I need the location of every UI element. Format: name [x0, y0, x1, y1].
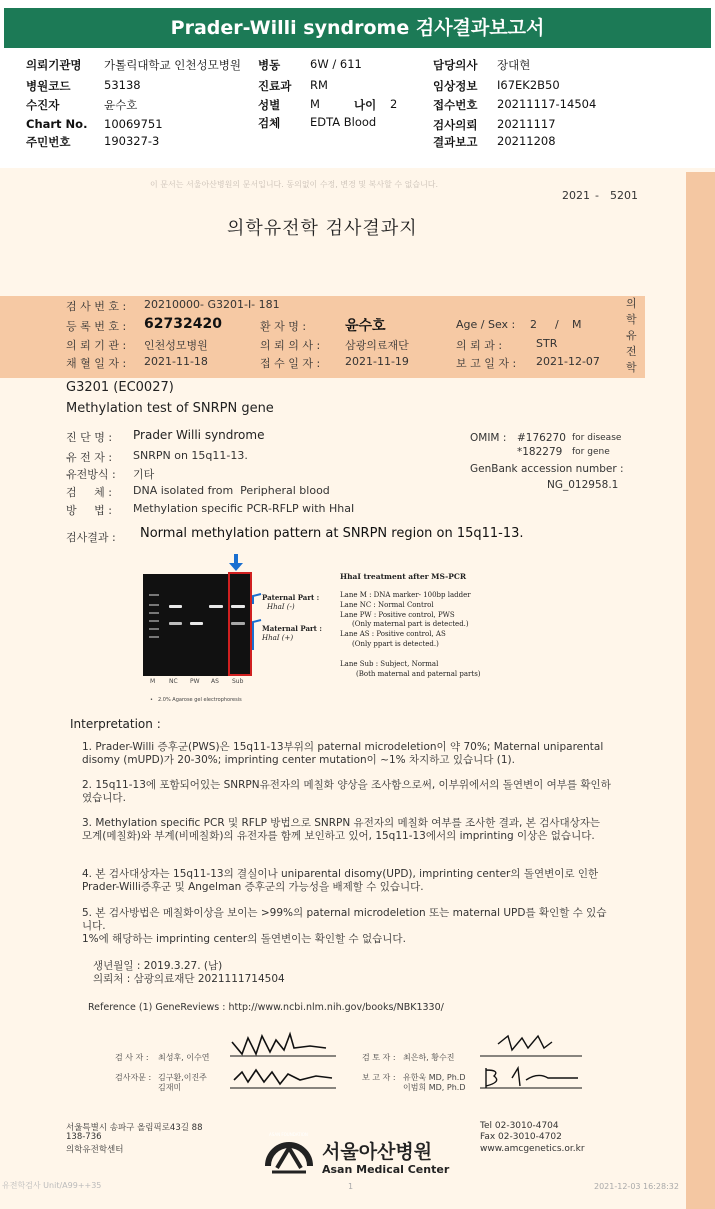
receive-label: 접 수 일 자 : [260, 357, 321, 370]
test-no-label: 검 사 번 호 : [66, 300, 127, 313]
label-hospital-code: 병원코드 [26, 79, 71, 93]
report-label: 보 고 일 자 : [456, 357, 517, 370]
label-doctor: 담당의사 [433, 58, 478, 72]
interp-item-3: 3. Methylation specific PCR 및 RFLP 방법으로 SNRPN 유전자의 메칠화 여부를 조사한 결과, 본 검사대상자는 모계(메칠화)와 부계(비메칠화)의 유전자를 함께 보인하고 있어, 15q11-13에서의 imprinting 이상은 없습니다. [82, 817, 601, 842]
paternal-label: Paternal Part : [262, 593, 320, 602]
supervisor-signature [478, 1028, 586, 1060]
side-label: 의학유전학 [626, 297, 637, 374]
omim-disease-note: for disease [572, 433, 622, 443]
gel-caption: 2.0% Agarose gel electrophoresis [158, 697, 242, 703]
label-patient: 수진자 [26, 98, 60, 112]
tel: Tel 02-3010-4704 [480, 1121, 559, 1131]
field-value-method: Methylation specific PCR-RFLP with HhaI [133, 502, 355, 515]
value-receipt-no: 20211117-14504 [497, 97, 597, 111]
supervisor-label: 검 토 자 : [362, 1053, 396, 1062]
legend-line: (Only ppart is detected.) [352, 640, 439, 648]
logo-text: ASAN FOUNDATION [269, 1132, 308, 1137]
field-value-specimen: DNA isolated from Peripheral blood [133, 484, 330, 497]
ladder-band [149, 594, 159, 596]
reporter-label: 보 고 자 : [362, 1073, 396, 1082]
right-margin-band [686, 172, 715, 1209]
label-receipt-no: 접수번호 [433, 98, 478, 112]
address-line-1: 서울특별시 송파구 올림픽로43길 88 [66, 1123, 203, 1133]
legend-line: (Both maternal and paternal parts) [356, 670, 481, 678]
reporter-signature [478, 1060, 586, 1092]
consult-names-2: 김재미 [158, 1083, 182, 1092]
sex-value: M [572, 318, 582, 331]
value-institution: 가톨릭대학교 인천성모병원 [104, 58, 241, 72]
req-doc-label: 의 뢰 의 사 : [260, 339, 321, 352]
printed-timestamp: 2021-12-03 16:28:32 [594, 1182, 679, 1191]
report-year: 2021 [562, 189, 590, 202]
website: www.amcgenetics.or.kr [480, 1144, 585, 1154]
field-label-method: 방 법 : [66, 504, 112, 517]
down-arrow-icon [226, 553, 246, 573]
as-band [209, 605, 223, 608]
value-doctor: 장대현 [497, 58, 531, 72]
legend-line: Lane M : DNA marker- 100bp ladder [340, 591, 471, 599]
interp-item-2: 2. 15q11-13에 포함되어있는 SNRPN유전자의 메칠화 양상을 조사함으로써, 이부위에서의 돌연변이 여부를 확인하였습니다. [82, 779, 611, 804]
consultant-signature [228, 1060, 338, 1092]
result-text: Normal methylation pattern at SNRPN region on 15q11-13. [140, 526, 524, 541]
form-code: 5201 [610, 189, 638, 202]
reference: Reference (1) GeneReviews : http://www.ncbi.nlm.nih.gov/books/NBK1330/ [88, 1002, 444, 1013]
reg-no-label: 등 록 번 호 : [66, 320, 127, 333]
page-number: 1 [348, 1182, 354, 1191]
value-sex: M [310, 97, 320, 111]
lane-sub: Sub [232, 678, 244, 685]
hospital-name-en: Asan Medical Center [322, 1163, 450, 1176]
legend-line: Lane PW : Positive control, PWS [340, 611, 455, 619]
address-line-3: 의학유전학센터 [66, 1145, 124, 1155]
field-label-diagnosis: 진 단 명 : [66, 431, 113, 444]
patient-name-label: 환 자 명 : [260, 320, 307, 333]
genbank-value: NG_012958.1 [547, 479, 619, 491]
legend-line: Lane AS : Positive control, AS [340, 630, 446, 638]
req-doc: 삼광의료재단 [345, 339, 409, 352]
value-department: RM [310, 78, 328, 92]
omim-disease: #176270 [517, 432, 566, 444]
tester-names: 최성후, 이수연 [158, 1053, 210, 1062]
collect-label: 채 혈 일 자 : [66, 357, 127, 370]
label-clinical-info: 임상정보 [433, 79, 478, 93]
field-label-gene: 유 전 자 : [66, 451, 113, 464]
omim-label: OMIM : [470, 432, 507, 444]
ladder-band [149, 620, 159, 622]
label-institution: 의뢰기관명 [26, 58, 82, 72]
reg-no: 62732420 [144, 316, 222, 332]
test-name: Methylation test of SNRPN gene [66, 401, 274, 416]
report-title: Prader-Willi syndrome 검사결과보고서 [4, 8, 711, 48]
value-clinical-info: I67EK2B50 [497, 78, 560, 92]
consult-label: 검사자문 : [115, 1073, 152, 1082]
consult-names-1: 김구환,이진주 [158, 1073, 207, 1082]
hospital-name-kr: 서울아산병원 [322, 1141, 433, 1163]
patient-name: 윤수호 [345, 318, 386, 334]
reporter-name-2: 이범희 MD, Ph.D [403, 1083, 466, 1092]
ladder-band [149, 636, 159, 638]
nc-paternal-band [169, 605, 182, 608]
test-code: G3201 (EC0027) [66, 380, 174, 395]
value-patient: 윤수호 [104, 98, 138, 112]
year-dash: - [595, 189, 599, 202]
unit-code: 유전학검사 Unit/A99++35 [2, 1181, 102, 1190]
label-department: 진료과 [258, 79, 292, 93]
label-age: 나이 [354, 98, 377, 112]
label-report-date: 결과보고 [433, 135, 478, 149]
value-specimen: EDTA Blood [310, 115, 377, 129]
report-date: 2021-12-07 [536, 355, 600, 368]
value-request-date: 20211117 [497, 117, 556, 131]
value-report-date: 20211208 [497, 134, 556, 148]
interp-item-1: 1. Prader-Willi 증후군(PWS)은 15q11-13부위의 paternal microdeletion이 약 70%; Maternal uniparental disomy (mUPD)가 20-30%; imprinting center mutation이 ~1% 차지하고 있습니다 (1). [82, 741, 604, 766]
dept-value: STR [536, 337, 558, 350]
label-request-date: 검사의뢰 [433, 118, 478, 132]
fax: Fax 02-3010-4702 [480, 1132, 562, 1142]
field-label-specimen: 검 체 : [66, 486, 112, 499]
value-ward: 6W / 611 [310, 57, 362, 71]
age-sex-label: Age / Sex : [456, 318, 516, 331]
legend-line: Lane Sub : Subject, Normal [340, 660, 439, 668]
label-resident-no: 주민번호 [26, 135, 71, 149]
requester: 의뢰처 : 삼광의료재단 2021111714504 [93, 973, 285, 985]
interpretation-title: Interpretation : [70, 717, 161, 731]
collect-date: 2021-11-18 [144, 355, 208, 368]
legend-line: (Only maternal part is detected.) [352, 620, 469, 628]
interp-item-5-note: 1%에 해당하는 imprinting center의 돌연변이는 확인할 수 없습니다. [82, 933, 406, 945]
value-age: 2 [390, 97, 398, 111]
dept-label: 의 뢰 과 : [456, 339, 503, 352]
document-title: 의학유전학 검사결과지 [227, 218, 418, 239]
tester-label: 검 사 자 : [115, 1053, 149, 1062]
req-inst-label: 의 뢰 기 관 : [66, 339, 127, 352]
age-sex-slash: / [555, 318, 559, 331]
reporter-name-1: 유한욱 MD, Ph.D [403, 1073, 466, 1082]
tester-signature [228, 1028, 338, 1060]
lane-nc: NC [169, 678, 178, 685]
paternal-sub: HhaI (-) [267, 603, 295, 611]
gel-caption-bullet: • [150, 697, 153, 703]
asan-logo-icon [264, 1134, 314, 1180]
supervisor-names: 최은하, 황수진 [403, 1053, 455, 1062]
ladder-band [149, 604, 159, 606]
field-value-gene: SNRPN on 15q11-13. [133, 449, 248, 462]
label-specimen: 검체 [258, 116, 281, 130]
bracket-arrows-icon [249, 590, 263, 660]
pw-band [190, 622, 203, 625]
copy-notice: 이 문서는 서울아산병원의 문서입니다. 동의없이 수정, 변경 및 복사할 수 없습니다. [150, 180, 439, 189]
label-chart-no: Chart No. [26, 117, 88, 131]
legend-line: Lane NC : Normal Control [340, 601, 434, 609]
lane-pw: PW [190, 678, 200, 685]
genbank-label: GenBank accession number : [470, 463, 624, 475]
age-value: 2 [530, 318, 537, 331]
lane-m: M [150, 678, 156, 685]
field-label-inheritance: 유전방식 : [66, 468, 116, 481]
value-hospital-code: 53138 [104, 78, 141, 92]
label-sex: 성별 [258, 98, 281, 112]
receive-date: 2021-11-19 [345, 355, 409, 368]
figure-title: HhaI treatment after MS-PCR [340, 572, 467, 581]
omim-gene-note: for gene [572, 447, 610, 457]
lane-as: AS [211, 678, 219, 685]
omim-gene: *182279 [517, 446, 563, 458]
interp-item-4: 4. 본 검사대상자는 15q11-13의 결실이나 uniparental disomy(UPD), imprinting center의 돌연변이로 인한 Prader-Willi증후군 및 Angelman 증후군의 가능성을 배제할 수 있습니다. [82, 868, 599, 893]
field-value-inheritance: 기타 [133, 468, 155, 481]
result-label: 검사결과 : [66, 531, 116, 544]
value-chart-no: 10069751 [104, 117, 163, 131]
maternal-label: Maternal Part : [262, 624, 322, 633]
interp-item-5: 5. 본 검사방법은 메칠화이상을 보이는 >99%의 paternal microdeletion 또는 maternal UPD를 확인할 수 있습니다. [82, 907, 607, 932]
address-line-2: 138-736 [66, 1132, 102, 1142]
field-value-diagnosis: Prader Willi syndrome [133, 428, 265, 442]
ladder-band [149, 612, 159, 614]
test-no: 20210000- G3201-I- 181 [144, 298, 280, 311]
report-header [0, 0, 715, 58]
ladder-band [149, 628, 159, 630]
birth-date: 생년월일 : 2019.3.27. (남) [93, 960, 223, 972]
nc-maternal-band [169, 622, 182, 625]
maternal-sub: HhaI (+) [262, 634, 294, 642]
label-ward: 병동 [258, 58, 281, 72]
value-resident-no: 190327-3 [104, 134, 160, 148]
req-inst: 인천성모병원 [144, 339, 208, 352]
